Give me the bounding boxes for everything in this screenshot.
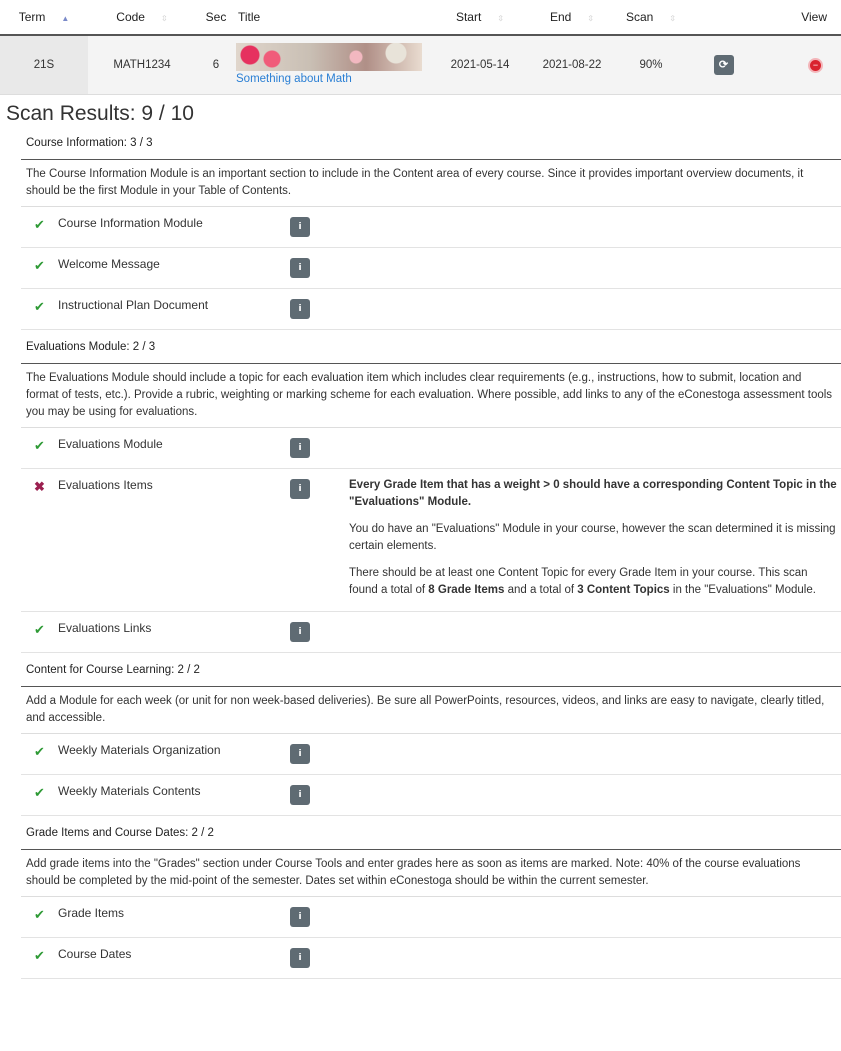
scan-cell: 90% xyxy=(616,35,686,95)
view-cell xyxy=(761,35,841,95)
checkmark-icon: ✔ xyxy=(34,948,45,963)
check-item xyxy=(21,734,841,775)
start-cell: 2021-05-14 xyxy=(432,35,528,95)
check-item-label: Course Information Module xyxy=(58,216,203,230)
check-item xyxy=(21,775,841,816)
sort-icon: ⇳ xyxy=(497,14,505,23)
info-icon[interactable]: i xyxy=(290,438,310,458)
course-table xyxy=(0,0,841,95)
end-cell: 2021-08-22 xyxy=(528,35,616,95)
section-title: Evaluations Module: 2 / 3 xyxy=(21,330,841,364)
sort-asc-icon: ▲ xyxy=(61,14,70,23)
refresh-icon[interactable]: ⟳ xyxy=(714,55,734,75)
check-item-failed xyxy=(21,469,841,612)
check-item-label: Evaluations Module xyxy=(58,437,163,451)
title-cell xyxy=(236,35,432,95)
section-evaluations-module xyxy=(21,330,841,653)
table-row xyxy=(0,35,841,95)
table-header-row xyxy=(0,0,841,35)
info-icon[interactable]: i xyxy=(290,258,310,278)
term-column-header[interactable]: Term ▲ xyxy=(0,0,88,35)
section-grade-items-and-course-dates xyxy=(21,816,841,979)
check-item xyxy=(21,248,841,289)
section-title: Content for Course Learning: 2 / 2 xyxy=(21,653,841,687)
check-item-label: Welcome Message xyxy=(58,257,160,271)
check-item xyxy=(21,289,841,330)
checkmark-icon: ✔ xyxy=(34,258,45,273)
failure-detail-heading: Every Grade Item that has a weight > 0 should have a corresponding Content Topic in the "Evaluations" Module. xyxy=(349,479,837,508)
info-icon[interactable]: i xyxy=(290,948,310,968)
failure-detail-paragraph: You do have an "Evaluations" Module in your course, however the scan determined it is missing certain elements. xyxy=(349,523,836,552)
section-content-for-course-learning xyxy=(21,653,841,816)
checkmark-icon: ✔ xyxy=(34,785,45,800)
check-item-label: Evaluations Items xyxy=(58,478,153,492)
info-icon[interactable]: i xyxy=(290,479,310,499)
sort-icon: ⇳ xyxy=(160,14,168,23)
section-title: Grade Items and Course Dates: 2 / 2 xyxy=(21,816,841,850)
scan-column-header[interactable]: Scan ⇳ xyxy=(616,0,686,35)
checkmark-icon: ✔ xyxy=(34,438,45,453)
section-course-information xyxy=(21,126,841,330)
code-cell: MATH1234 xyxy=(88,35,196,95)
sec-column-header: Sec xyxy=(196,0,236,35)
section-description: The Evaluations Module should include a topic for each evaluation item which includes clear requirements (e.g., instructions, how to submit, location and format of tests, etc.). Provide a rubric, weighting or marking scheme for each evaluation. Where possible, add links to any of the eConestoga assessment tools you may be using for evaluations. xyxy=(21,364,841,428)
term-cell: 21S xyxy=(0,35,88,95)
checkmark-icon: ✔ xyxy=(34,622,45,637)
checkmark-icon: ✔ xyxy=(34,299,45,314)
failure-detail xyxy=(349,469,841,611)
section-description: Add grade items into the "Grades" section under Course Tools and enter grades here as soon as items are marked. Note: 40% of the course evaluations should be completed by the mid-point of the semester. Dates set within eConestoga should be within the current semester. xyxy=(21,850,841,897)
info-icon[interactable]: i xyxy=(290,217,310,237)
info-icon[interactable]: i xyxy=(290,907,310,927)
code-column-header[interactable]: Code ⇳ xyxy=(88,0,196,35)
check-item xyxy=(21,428,841,469)
check-item-label: Grade Items xyxy=(58,906,125,920)
course-title-link[interactable]: Something about Math xyxy=(236,73,352,85)
info-icon[interactable]: i xyxy=(290,299,310,319)
check-item xyxy=(21,207,841,248)
view-icon[interactable]: − xyxy=(810,60,821,71)
check-item xyxy=(21,938,841,979)
check-item xyxy=(21,897,841,938)
check-item xyxy=(21,612,841,653)
check-item-label: Evaluations Links xyxy=(58,621,152,635)
checkmark-icon: ✔ xyxy=(34,744,45,759)
end-column-header[interactable]: End ⇳ xyxy=(528,0,616,35)
info-icon[interactable]: i xyxy=(290,744,310,764)
check-item-label: Weekly Materials Organization xyxy=(58,743,221,757)
info-icon[interactable]: i xyxy=(290,622,310,642)
refresh-cell xyxy=(686,35,761,95)
section-description: The Course Information Module is an important section to include in the Content area of every course. Since it provides important overview documents, it should be the first Module in your Table of Contents. xyxy=(21,160,841,207)
sec-cell: 6 xyxy=(196,35,236,95)
checkmark-icon: ✔ xyxy=(34,217,45,232)
check-item-label: Instructional Plan Document xyxy=(58,298,209,312)
course-thumbnail xyxy=(236,43,422,71)
cross-icon: ✖ xyxy=(34,479,45,494)
title-column-header: Title xyxy=(236,0,432,35)
sort-icon: ⇳ xyxy=(669,14,677,23)
check-item-label: Course Dates xyxy=(58,947,132,961)
section-title: Course Information: 3 / 3 xyxy=(21,126,841,160)
info-icon[interactable]: i xyxy=(290,785,310,805)
start-column-header[interactable]: Start ⇳ xyxy=(432,0,528,35)
checkmark-icon: ✔ xyxy=(34,907,45,922)
view-column-header: View xyxy=(761,0,841,35)
check-item-label: Weekly Materials Contents xyxy=(58,784,201,798)
failure-detail-paragraph: There should be at least one Content Topic for every Grade Item in your course. This scan found a total of 8 Grade Items and a total of 3 Content Topics in the "Evaluations" Module. xyxy=(349,567,816,596)
section-description: Add a Module for each week (or unit for non week-based deliveries). Be sure all PowerPoints, resources, videos, and links are easy to navigate, clearly titled, and accessible. xyxy=(21,687,841,734)
refresh-column-header xyxy=(686,0,761,35)
sort-icon: ⇳ xyxy=(587,14,595,23)
scan-results-heading: Scan Results: 9 / 10 xyxy=(6,102,194,125)
